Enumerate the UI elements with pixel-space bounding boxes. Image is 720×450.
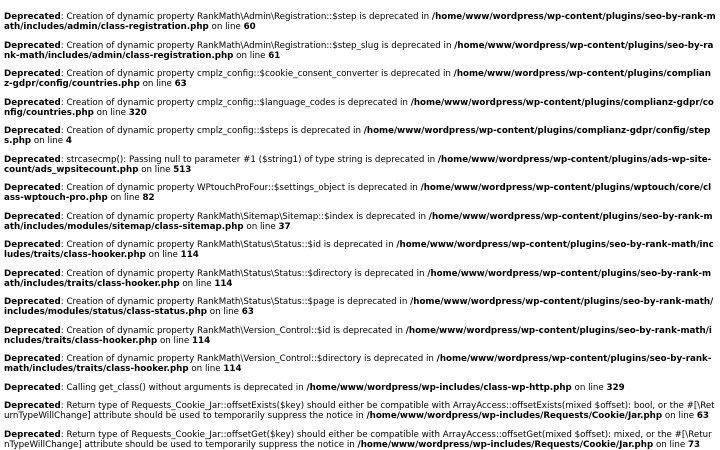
notice-file-path: /home/www/wordpress/wp-content/plugins/ads-wp-site-count/ads_wpsitecount.php bbox=[4, 154, 712, 175]
notice-in-label: in bbox=[442, 69, 451, 79]
notice-on-line-label: on line bbox=[236, 50, 266, 61]
notice-message: Creation of dynamic property cmplz_config::$cookie_consent_converter is deprecated bbox=[66, 69, 441, 79]
notice-message: Creation of dynamic property cmplz_config::$steps is deprecated bbox=[66, 126, 351, 136]
notice-file-path: /home/www/wordpress/wp-content/plugins/seo-by-rank-math/includes/modules/sitemap/class-sitemap.php bbox=[4, 211, 713, 232]
notice-file-path: /home/www/wordpress/wp-content/plugins/seo-by-rank-math/includes/modules/status/class-status.php bbox=[4, 297, 714, 317]
notice-message: Creation of dynamic property WPtouchProFour::$settings_object is deprecated bbox=[66, 183, 408, 193]
notice-message: Calling get_class() without arguments is deprecated bbox=[66, 382, 293, 393]
notice-level: Deprecated bbox=[4, 382, 61, 393]
notice-message: Return type of Requests_Cookie_Jar::offsetExists($key) should either be compatible with ArrayAccess::offsetExists(mixed $offset): bool, or the #[\ReturnTypeWillChange] attribute should be used to temporarily suppress the notice bbox=[4, 401, 715, 421]
notice-line-number: 82 bbox=[142, 193, 155, 203]
notice-level: Deprecated bbox=[4, 69, 61, 79]
notice-in-label: in bbox=[427, 154, 436, 165]
notice-file-path: /home/www/wordpress/wp-content/plugins/complianz-gdpr/config/countries.php bbox=[4, 97, 714, 118]
notice-in-label: in bbox=[409, 183, 418, 193]
notice-on-line-label: on line bbox=[211, 22, 241, 32]
notice-level: Deprecated bbox=[4, 154, 61, 165]
notice-message: Creation of dynamic property RankMath\Version_Control::$directory is deprecated bbox=[66, 354, 424, 364]
notice-level: Deprecated bbox=[4, 211, 61, 222]
notice-on-line-label: on line bbox=[191, 364, 221, 374]
notice-in-label: in bbox=[355, 411, 364, 421]
notice-line-number: 320 bbox=[128, 107, 147, 118]
deprecation-notice: Deprecated: Creation of dynamic property RankMath\Status\Status::$page is deprecated in /home/www/wordpress/wp-content/plugins/seo-by-rank-math/includes/modules/status/class-status.php on line 63 bbox=[4, 297, 714, 317]
notice-message: Return type of Requests_Cookie_Jar::offsetGet($key) should either be compatible with ArrayAccess::offsetGet(mixed $offset): mixed, or the #[\ReturnTypeWillChange] attribute should be used to temporarily suppress the notice bbox=[4, 429, 712, 450]
notice-in-label: in bbox=[385, 240, 394, 250]
deprecation-notice: Deprecated: Creation of dynamic property RankMath\Version_Control::$directory is deprecated in /home/www/wordpress/wp-content/plugins/seo-by-rank-math/includes/traits/class-hooker.php on line 114 bbox=[4, 354, 712, 374]
notice-line-number: 114 bbox=[191, 335, 211, 346]
notice-line-number: 60 bbox=[243, 22, 256, 32]
notice-file-path: /home/www/wordpress/wp-content/plugins/complianz-gdpr/config/countries.php bbox=[4, 69, 711, 89]
notice-file-path: /home/www/wordpress/wp-includes/Requests/Cookie/Jar.php bbox=[366, 411, 663, 421]
notice-in-label: in bbox=[421, 12, 430, 22]
notice-level: Deprecated bbox=[4, 297, 61, 307]
notice-line-number: 37 bbox=[278, 221, 291, 232]
deprecation-notice: Deprecated: Creation of dynamic property WPtouchProFour::$settings_object is deprecated in /home/www/wordpress/wp-content/plugins/wptouch/core/class-wptouch-pro.php on line 82 bbox=[4, 183, 712, 203]
notice-message: Creation of dynamic property RankMath\Sitemap\Sitemap::$index is deprecated bbox=[66, 211, 416, 222]
notice-on-line-label: on line bbox=[159, 335, 190, 346]
notice-in-label: in bbox=[399, 297, 408, 307]
notice-level: Deprecated bbox=[4, 429, 61, 440]
notice-on-line-label: on line bbox=[141, 164, 171, 175]
notice-message: Creation of dynamic property RankMath\Admin\Registration::$step_slug is deprecated bbox=[66, 40, 441, 51]
notice-file-path: /home/www/wordpress/wp-content/plugins/complianz-gdpr/config/steps.php bbox=[4, 126, 711, 146]
notice-file-path: /home/www/wordpress/wp-content/plugins/seo-by-rank-math/includes/admin/class-registration.php bbox=[4, 40, 714, 61]
deprecation-notice: Deprecated: Creation of dynamic property RankMath\Version_Control::$id is deprecated in /home/www/wordpress/wp-content/plugins/seo-by-rank-math/includes/traits/class-hooker.php on line 114 bbox=[4, 325, 712, 346]
notice-file-path: /home/www/wordpress/wp-includes/class-wp-http.php bbox=[306, 382, 572, 393]
notice-level: Deprecated bbox=[4, 12, 61, 22]
notice-line-number: 73 bbox=[687, 439, 701, 450]
notice-line-number: 114 bbox=[214, 278, 233, 289]
notice-on-line-label: on line bbox=[246, 221, 276, 232]
notice-file-path: /home/www/wordpress/wp-content/plugins/seo-by-rank-math/includes/admin/class-registration.php bbox=[4, 12, 716, 32]
notice-line-number: 4 bbox=[65, 136, 72, 146]
deprecation-notice: Deprecated: Creation of dynamic property RankMath\Status\Status::$id is deprecated in /home/www/wordpress/wp-content/plugins/seo-by-rank-math/includes/traits/class-hooker.php on line 114 bbox=[4, 240, 714, 260]
notice-line-number: 114 bbox=[223, 364, 242, 374]
notice-message: Creation of dynamic property RankMath\Status\Status::$directory is deprecated bbox=[66, 268, 414, 279]
notice-on-line-label: on line bbox=[574, 382, 604, 393]
notice-on-line-label: on line bbox=[96, 107, 126, 118]
notice-in-label: in bbox=[425, 354, 434, 364]
notice-in-label: in bbox=[443, 40, 452, 51]
notice-on-line-label: on line bbox=[142, 79, 172, 89]
deprecation-notice: Deprecated: Return type of Requests_Cookie_Jar::offsetGet($key) should either be compatible with ArrayAccess::offsetGet(mixed $offset): mixed, or the #[\ReturnTypeWillChange] attribute should be used to temporarily suppress the notice in /home/www/wordpress/wp-includes/Requests/Cookie/Jar.php on line 73 bbox=[4, 429, 712, 450]
notice-level: Deprecated bbox=[4, 401, 61, 411]
notice-on-line-label: on line bbox=[33, 136, 64, 146]
deprecation-notice: Deprecated: Creation of dynamic property RankMath\Admin\Registration::$step_slug is deprecated in /home/www/wordpress/wp-content/plugins/seo-by-rank-math/includes/admin/class-registration.php on line 61 bbox=[4, 40, 714, 61]
deprecation-notice: Deprecated: Creation of dynamic property RankMath\Admin\Registration::$step is deprecated in /home/www/wordpress/wp-content/plugins/seo-by-rank-math/includes/admin/class-registration.php on line 60 bbox=[4, 12, 716, 32]
notice-line-number: 63 bbox=[241, 307, 254, 317]
notice-level: Deprecated bbox=[4, 268, 61, 279]
notice-message: Creation of dynamic property RankMath\Version_Control::$id is deprecated bbox=[66, 325, 393, 336]
deprecation-notice: Deprecated: Calling get_class() without arguments is deprecated in /home/www/wordpress/wp-includes/class-wp-http.php on line 329 bbox=[4, 382, 625, 393]
deprecation-notice: Deprecated: Return type of Requests_Cookie_Jar::offsetExists($key) should either be compatible with ArrayAccess::offsetExists(mixed $offset): bool, or the #[\ReturnTypeWillChange] attribute should be used to temporarily suppress the notice in /home/www/wordpress/wp-includes/Requests/Cookie/Jar.php on line 63 bbox=[4, 401, 715, 421]
notice-on-line-label: on line bbox=[209, 307, 240, 317]
notice-on-line-label: on line bbox=[655, 439, 686, 450]
notice-in-label: in bbox=[400, 97, 408, 108]
notice-message: Creation of dynamic property cmplz_config::$language_codes is deprecated bbox=[66, 97, 398, 108]
deprecation-notice: Deprecated: Creation of dynamic property cmplz_config::$cookie_consent_converter is deprecated in /home/www/wordpress/wp-content/plugins/complianz-gdpr/config/countries.php on line 63 bbox=[4, 69, 711, 89]
notice-in-label: in bbox=[346, 439, 355, 450]
notice-line-number: 63 bbox=[696, 411, 709, 421]
notice-file-path: /home/www/wordpress/wp-includes/Requests/Cookie/Jar.php bbox=[357, 439, 654, 450]
notice-on-line-label: on line bbox=[110, 193, 140, 203]
notice-file-path: /home/www/wordpress/wp-content/plugins/seo-by-rank-math/includes/traits/class-hooker.php bbox=[4, 354, 712, 374]
notice-on-line-label: on line bbox=[148, 250, 178, 260]
notice-level: Deprecated bbox=[4, 240, 61, 250]
notice-level: Deprecated bbox=[4, 183, 61, 193]
notice-file-path: /home/www/wordpress/wp-content/plugins/seo-by-rank-math/includes/traits/class-hooker.php bbox=[4, 325, 712, 346]
notice-level: Deprecated bbox=[4, 40, 61, 51]
notice-line-number: 114 bbox=[180, 250, 199, 260]
notice-message: Creation of dynamic property RankMath\Status\Status::$page is deprecated bbox=[66, 297, 397, 307]
notice-level: Deprecated bbox=[4, 97, 61, 108]
deprecation-notice: Deprecated: Creation of dynamic property RankMath\Status\Status::$directory is deprecated in /home/www/wordpress/wp-content/plugins/seo-by-rank-math/includes/traits/class-hooker.php on line 114 bbox=[4, 268, 712, 289]
deprecation-notice: Deprecated: Creation of dynamic property cmplz_config::$language_codes is deprecated in /home/www/wordpress/wp-content/plugins/complianz-gdpr/config/countries.php on line 320 bbox=[4, 97, 714, 118]
notice-in-label: in bbox=[418, 211, 427, 222]
notice-on-line-label: on line bbox=[664, 411, 695, 421]
notice-message: strcasecmp(): Passing null to parameter #1 ($string1) of type string is deprecated bbox=[66, 154, 425, 165]
notice-file-path: /home/www/wordpress/wp-content/plugins/wptouch/core/class-wptouch-pro.php bbox=[4, 183, 712, 203]
notice-in-label: in bbox=[353, 126, 361, 136]
notice-line-number: 63 bbox=[174, 79, 187, 89]
notice-line-number: 513 bbox=[173, 164, 192, 175]
deprecation-notice: Deprecated: Creation of dynamic property RankMath\Sitemap\Sitemap::$index is deprecated in /home/www/wordpress/wp-content/plugins/seo-by-rank-math/includes/modules/sitemap/class-sitemap.php on line 37 bbox=[4, 211, 713, 232]
notice-level: Deprecated bbox=[4, 126, 61, 136]
notice-in-label: in bbox=[416, 268, 425, 279]
notice-message: Creation of dynamic property RankMath\Status\Status::$id is deprecated bbox=[66, 240, 383, 250]
notice-line-number: 329 bbox=[606, 382, 625, 393]
notice-file-path: /home/www/wordpress/wp-content/plugins/seo-by-rank-math/includes/traits/class-hooker.php bbox=[4, 268, 712, 289]
notice-in-label: in bbox=[295, 382, 304, 393]
notice-on-line-label: on line bbox=[182, 278, 212, 289]
deprecation-notice: Deprecated: strcasecmp(): Passing null to parameter #1 ($string1) of type string is deprecated in /home/www/wordpress/wp-content/plugins/ads-wp-site-count/ads_wpsitecount.php on line 513 bbox=[4, 154, 712, 175]
notice-in-label: in bbox=[395, 325, 403, 336]
notice-level: Deprecated bbox=[4, 325, 61, 336]
notice-line-number: 61 bbox=[268, 50, 281, 61]
notice-file-path: /home/www/wordpress/wp-content/plugins/seo-by-rank-math/includes/traits/class-hooker.php bbox=[4, 240, 714, 260]
deprecation-notice: Deprecated: Creation of dynamic property cmplz_config::$steps is deprecated in /home/www/wordpress/wp-content/plugins/complianz-gdpr/config/steps.php on line 4 bbox=[4, 126, 711, 146]
notice-message: Creation of dynamic property RankMath\Admin\Registration::$step is deprecated bbox=[66, 12, 419, 22]
notice-level: Deprecated bbox=[4, 354, 61, 364]
